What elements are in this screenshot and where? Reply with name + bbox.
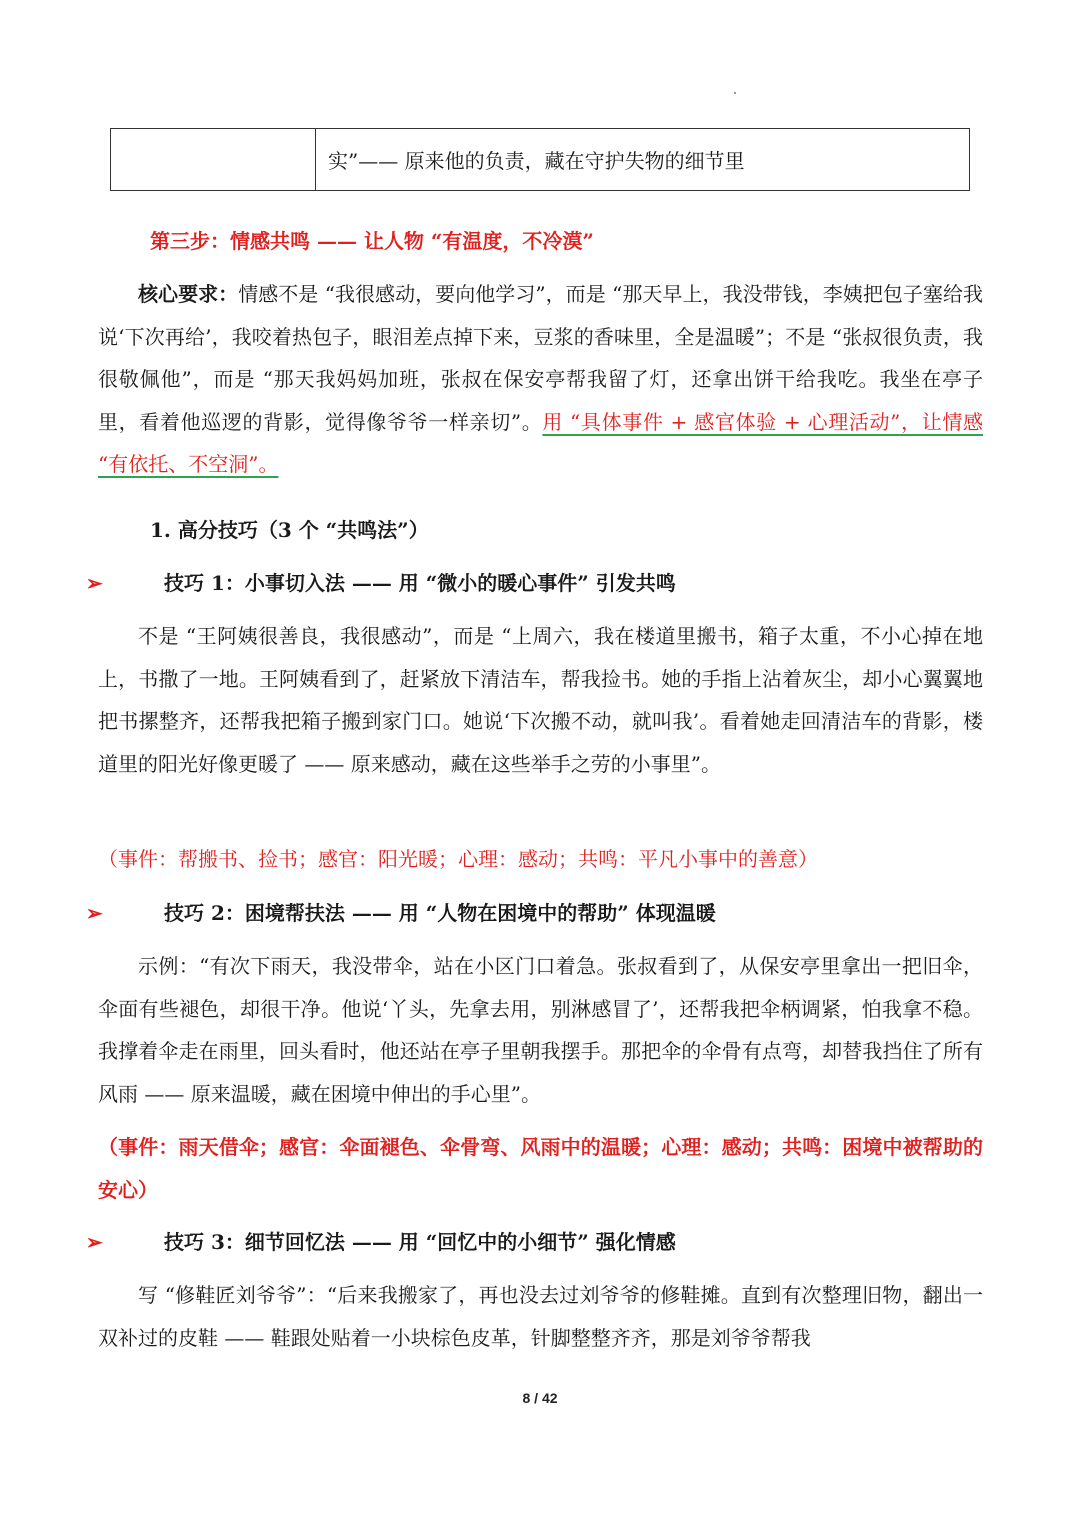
tip-2-body: 示例：“有次下雨天，我没带伞，站在小区门口着急。张叔看到了，从保安亭里拿出一把旧伞，伞面有些褪色，却很干净。他说‘丫头，先拿去用，别淋感冒了’，还帮我把伞柄调紧，怕我拿不稳。我撑着伞走在雨里，回头看时，他还站在亭子里朝我摆手。那把伞的伞骨有点弯，却替我挡住了所有风雨 —— 原来温暖，藏在困境中伸出的手心里”。 (98, 954, 983, 1106)
table-cell-left (111, 129, 316, 191)
arrow-bullet-icon: ➢ (86, 901, 103, 925)
core-highlight: 用 “具体事件 + 感官体验 + 心理活动”，让情感 “有依托、不空洞”。 (98, 409, 983, 476)
core-requirement-paragraph (98, 273, 983, 486)
tip-1-body: 不是 “王阿姨很善良，我很感动”，而是 “上周六，我在楼道里搬书，箱子太重，不小心掉在地上，书撒了一地。王阿姨看到了，赶紧放下清洁车，帮我捡书。她的手指上沾着灰尘，却小心翼翼地把书摞整齐，还帮我把箱子搬到家门口。她说‘下次搬不动，就叫我’。看着她走回清洁车的背影，楼道里的阳光好像更暖了 —— 原来感动，藏在这些举手之劳的小事里”。 (98, 624, 983, 776)
continuation-table (110, 128, 970, 191)
section-title: 1. 高分技巧（3 个 “共鸣法”） (150, 518, 429, 542)
step3-heading: 第三步：情感共鸣 —— 让人物 “有温度，不冷漠” (150, 229, 594, 253)
tip-1-note: （事件：帮搬书、捡书；感官：阳光暖；心理：感动；共鸣：平凡小事中的善意） (98, 847, 818, 871)
arrow-bullet-icon: ➢ (86, 1230, 103, 1254)
arrow-bullet-icon: ➢ (86, 571, 103, 595)
tip-1-heading (86, 562, 676, 604)
table-row (111, 129, 970, 191)
tip-3-body: 写 “修鞋匠刘爷爷”：“后来我搬家了，再也没去过刘爷爷的修鞋摊。直到有次整理旧物，翻出一双补过的皮鞋 —— 鞋跟处贴着一小块棕色皮革，针脚整整齐齐，那是刘爷爷帮我 (98, 1283, 983, 1350)
page-number: 8 / 42 (522, 1390, 558, 1406)
speck (734, 92, 736, 94)
tip-1-title: 技巧 1：小事切入法 —— 用 “微小的暖心事件” 引发共鸣 (164, 571, 676, 595)
core-label: 核心要求： (138, 282, 239, 306)
tip-3-heading (86, 1221, 676, 1263)
tip-2-heading (86, 892, 716, 934)
tip-3-title: 技巧 3：细节回忆法 —— 用 “回忆中的小细节” 强化情感 (164, 1230, 676, 1254)
table-cell-right: 实”—— 原来他的负责，藏在守护失物的细节里 (316, 129, 970, 191)
tip-2-title: 技巧 2：困境帮扶法 —— 用 “人物在困境中的帮助” 体现温暖 (164, 901, 716, 925)
tip-2-note: （事件：雨天借伞；感官：伞面褪色、伞骨弯、风雨中的温暖；心理：感动；共鸣：困境中被帮助的安心） (98, 1135, 983, 1202)
core-text: 情感不是 “我很感动，要向他学习”，而是 “那天早上，我没带钱，李姨把包子塞给我说‘下次再给’，我咬着热包子，眼泪差点掉下来，豆浆的香味里，全是温暖”；不是 “张叔很负责，我很敬佩他”，而是 “那天我妈妈加班，张叔在保安亭帮我留了灯，还拿出饼干给我吃。我坐在亭子里，看着他巡逻的背影，觉得像爷爷一样亲切”。 (98, 282, 984, 434)
